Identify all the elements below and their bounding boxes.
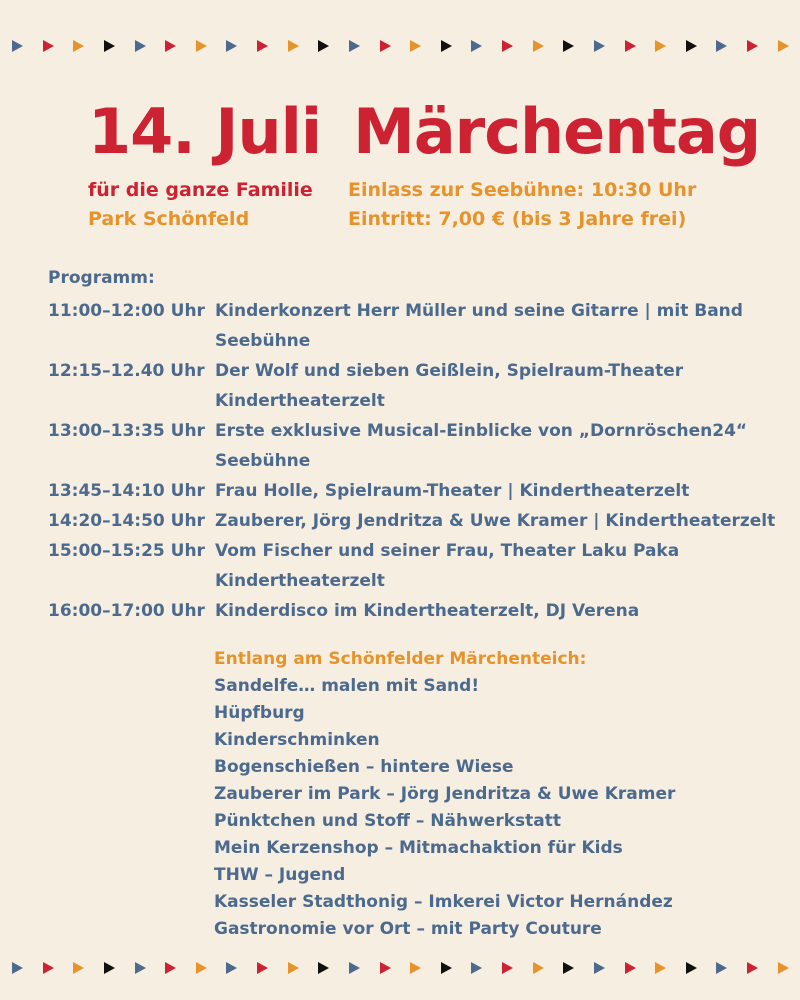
schedule-time: 16:00–17:00 Uhr [48,601,205,621]
triangle-icon [623,961,637,975]
schedule-time: 13:00–13:35 Uhr [48,421,205,441]
schedule-description-line: Der Wolf und sieben Geißlein, Spielraum-Theater [215,361,684,381]
triangle-icon [439,961,453,975]
triangle-icon [102,39,116,53]
triangle-icon [469,39,483,53]
triangle-icon [194,39,208,53]
triangle-icon [347,961,361,975]
pond-activity-item: Kinderschminken [214,730,380,750]
triangle-icon [224,39,238,53]
pond-activity-item: Mein Kerzenshop – Mitmachaktion für Kids [214,838,623,858]
triangle-icon [684,39,698,53]
triangle-icon [133,39,147,53]
schedule-description-line: Zauberer, Jörg Jendritza & Uwe Kramer | Kindertheaterzelt [215,511,776,531]
bottom-triangle-border [10,958,790,978]
triangle-icon [286,39,300,53]
schedule-time: 14:20–14:50 Uhr [48,511,205,531]
pond-activity-item: Kasseler Stadthonig – Imkerei Victor Hernández [214,892,673,912]
schedule-time: 12:15–12.40 Uhr [48,361,205,381]
pond-activity-item: Pünktchen und Stoff – Nähwerkstatt [214,811,561,831]
triangle-icon [41,39,55,53]
pond-activity-item: Bogenschießen – hintere Wiese [214,757,514,777]
schedule-description-line: Seebühne [215,331,311,351]
schedule-row [48,296,788,356]
schedule-row [48,506,788,536]
triangle-icon [592,39,606,53]
pond-activity-item: Zauberer im Park – Jörg Jendritza & Uwe Kramer [214,784,676,804]
schedule-description-line: Vom Fischer und seiner Frau, Theater Laku Paka [215,541,680,561]
triangle-icon [10,39,24,53]
schedule-row [48,476,788,506]
top-triangle-border [10,36,790,56]
triangle-icon [316,39,330,53]
triangle-icon [347,39,361,53]
schedule-description-line: Erste exklusive Musical-Einblicke von „Dornröschen24“ [215,421,748,441]
event-date: 14. Juli [88,95,322,168]
triangle-icon [439,39,453,53]
triangle-icon [255,39,269,53]
triangle-icon [163,39,177,53]
triangle-icon [71,39,85,53]
program-schedule [48,296,788,626]
schedule-description-line: Kinderdisco im Kindertheaterzelt, DJ Verena [215,601,640,621]
headline [88,92,768,172]
triangle-icon [133,961,147,975]
pond-activity-item: Sandelfe… malen mit Sand! [214,676,480,696]
event-subinfo-right [348,176,696,234]
triangle-icon [653,39,667,53]
triangle-icon [592,961,606,975]
schedule-row [48,536,788,596]
event-subinfo-left [88,176,313,234]
triangle-icon [653,961,667,975]
triangle-icon [684,961,698,975]
schedule-row [48,596,788,626]
triangle-icon [194,961,208,975]
triangle-icon [745,961,759,975]
triangle-icon [255,961,269,975]
pond-activity-item: Gastronomie vor Ort – mit Party Couture [214,919,602,939]
triangle-icon [286,961,300,975]
schedule-row [48,356,788,416]
event-title: Märchentag [353,95,761,168]
triangle-icon [714,39,728,53]
price-text: Eintritt: 7,00 € (bis 3 Jahre frei) [348,208,687,230]
triangle-icon [71,961,85,975]
schedule-description-line: Kinderkonzert Herr Müller und seine Gitarre | mit Band [215,301,743,321]
schedule-description [215,536,788,596]
triangle-icon [623,39,637,53]
triangle-icon [408,961,422,975]
schedule-description-line: Frau Holle, Spielraum-Theater | Kindertheaterzelt [215,481,690,501]
triangle-icon [469,961,483,975]
schedule-description [215,356,788,416]
triangle-icon [41,961,55,975]
triangle-icon [408,39,422,53]
triangle-icon [561,39,575,53]
schedule-time: 15:00–15:25 Uhr [48,541,205,561]
triangle-icon [10,961,24,975]
pond-activities [214,646,774,943]
schedule-time: 13:45–14:10 Uhr [48,481,205,501]
pond-activity-item: THW – Jugend [214,865,346,885]
schedule-description [215,596,788,626]
triangle-icon [531,39,545,53]
entry-time-text: Einlass zur Seebühne: 10:30 Uhr [348,179,697,201]
triangle-icon [316,961,330,975]
pond-activity-item: Hüpfburg [214,703,305,723]
triangle-icon [102,961,116,975]
schedule-description [215,476,788,506]
audience-text: für die ganze Familie [88,179,313,201]
schedule-description [215,506,788,536]
triangle-icon [500,39,514,53]
triangle-icon [378,961,392,975]
triangle-icon [776,961,790,975]
schedule-time: 11:00–12:00 Uhr [48,301,205,321]
triangle-icon [531,961,545,975]
triangle-icon [224,961,238,975]
schedule-row [48,416,788,476]
pond-activities-heading: Entlang am Schönfelder Märchenteich: [214,649,587,669]
triangle-icon [163,961,177,975]
location-text: Park Schönfeld [88,208,250,230]
triangle-icon [714,961,728,975]
triangle-icon [500,961,514,975]
triangle-icon [378,39,392,53]
pond-activities-list [214,673,774,943]
triangle-icon [745,39,759,53]
schedule-description-line: Kindertheaterzelt [215,391,385,411]
schedule-description [215,296,788,356]
schedule-description-line: Seebühne [215,451,311,471]
program-label: Programm: [48,268,155,288]
triangle-icon [776,39,790,53]
schedule-description [215,416,788,476]
triangle-icon [561,961,575,975]
schedule-description-line: Kindertheaterzelt [215,571,385,591]
